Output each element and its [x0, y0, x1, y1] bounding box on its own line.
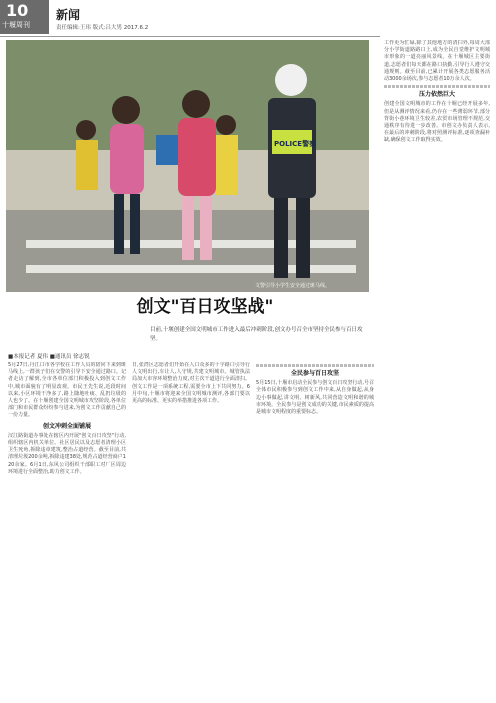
vest-text: POLICE警察	[274, 140, 317, 148]
subhead-2: 全民参与百日攻坚	[290, 370, 339, 377]
section-title: 新闻	[56, 8, 81, 22]
headline: 创文"百日攻坚战"	[136, 297, 274, 317]
column-text: 日,张湾区志愿者们开始在人口众多的十字路口引导行人文明出行,车让人,人守规,共建文明城市。城管执法局加大市容环境整治力度,对主次干道进行全面清扫。创文工作是一项系统工程,需要全市上下共同努力。6月中旬,十堰市将迎来全国文明城市测评,各部门要以更高的标准、更实的举措推进各项工作。	[132, 362, 250, 405]
page-sub: 十堰周刊	[2, 21, 30, 29]
subhead-3: 压力依然巨大	[418, 91, 455, 99]
photo-caption: 文警引导小学生安全通过斑马线。	[255, 283, 331, 289]
divider	[256, 364, 374, 367]
column-text: 工作更为忙碌,除了其他地方的清扫外,每周大部分小学街道路路口上,成为全民自觉维护文明城市形象的一道亮丽风景线。在十堰城区主要街道,志愿者们每天都在路口执勤,引导行人遵守交通规则。截至目前,已累计开展各类志愿服务活动3000余场次,参与志愿者10万余人次。	[384, 40, 490, 83]
column-left	[8, 362, 126, 697]
column-right	[384, 40, 490, 697]
header-rule	[0, 36, 380, 37]
byline: ■本报记者 夏伟 ■通讯员 徐志锐	[8, 354, 90, 360]
credits: 责任编辑:王玮 版式:吕大男 2017.6.2	[56, 25, 149, 31]
subhead-1: 创文冲刺全面铺展	[42, 422, 91, 430]
column-middle-b	[256, 362, 374, 697]
lede: 目前,十堰创建全国文明城市工作进入最后冲刺阶段,创文办号召全市坚持全民参与百日攻坚。	[150, 327, 363, 342]
news-photo	[6, 40, 369, 292]
column-text: 汉江路街道办事处在辖区内开展"创文百日攻坚"行动,组织辖区内机关单位、社区居民以及志愿者清理小区卫生死角,拆除违章建筑,整治占道经营。截至目前,共清理垃圾200余吨,拆除违建38处,规范占道经营商户120余家。6月1日,东风公司组织干部职工对厂区周边环境进行全面整治,助力创文工作。	[8, 432, 126, 475]
page-header	[0, 0, 496, 34]
page-number: 10	[6, 1, 29, 20]
column-text: 5月27日,丹江口市各学校在工作人员的陪同下来到斑马线上,一群孩子们在交警的引导下安全通过路口。记者走访了解到,全市各单位部门积极投入到创文工作中,城市面貌有了明显改观。市民王先生说,近段时间以来,小区环境干净多了,路上随地吐痰、乱扔垃圾的人也少了。在十堰创建全国文明城市攻坚阶段,各单位部门和市民群众纷纷参与进来,为创文工作贡献自己的一份力量。	[8, 362, 126, 419]
column-text: 5月15日,十堰市启动全民参与创文百日攻坚行动,号召全体市民积极参与到创文工作中来,从自身做起,从身边小事做起,讲文明、树新风,共同营造文明和谐的城市环境。全民参与是创文成功的关键,市民素质的提高是城市文明程度的重要标志。	[256, 380, 374, 416]
page-number-block	[0, 0, 49, 34]
column-middle-a	[132, 362, 250, 697]
divider	[384, 85, 490, 88]
column-text: 创建全国文明城市的工作在十堰已经开展多年,但是从测评情况来看,仍存在一些薄弱环节,部分背街小巷环境卫生较差,农贸市场管理不规范,交通秩序有待进一步改善。市创文办负责人表示,在最后的冲刺阶段,将对照测评标准,逐项查漏补缺,确保创文工作取得实效。	[384, 101, 490, 144]
